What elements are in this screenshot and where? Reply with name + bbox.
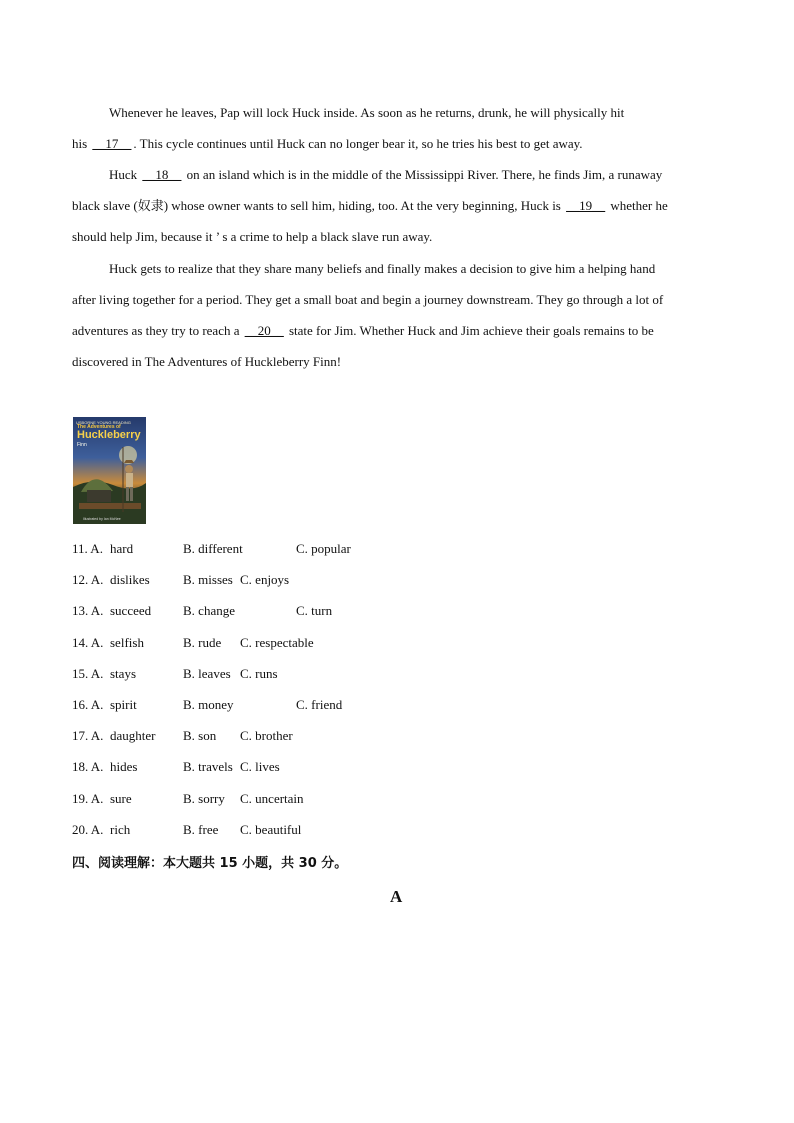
passage-line: Huck gets to realize that they share many beliefs and finally makes a decision to give him a helping hand (109, 261, 656, 276)
passage-text: on an island which is in the middle of the Mississippi River. There, he finds Jim, a runaway (183, 167, 663, 182)
option-b: B. rude (183, 634, 222, 650)
passage-line (72, 190, 722, 221)
cover-title-line: Huckleberry (77, 429, 141, 441)
option-b: B. son (183, 728, 217, 744)
question-number: 14. A. (72, 634, 104, 650)
option-a: hard (110, 541, 134, 556)
option-c: C. lives (240, 759, 280, 775)
cover-title (77, 425, 143, 448)
passage-paragraph-1 (72, 97, 722, 159)
option-c: C. beautiful (240, 821, 302, 837)
option-a: selfish (110, 634, 144, 650)
option-b: B. money (183, 697, 234, 712)
passage-text: black slave (奴隶) whose owner wants to sell him, hiding, too. At the very beginning, Huck is (72, 198, 565, 213)
passage-paragraph-3 (72, 253, 722, 377)
option-a: succeed (110, 603, 152, 619)
blank-19: __19__ (566, 198, 606, 213)
book-cover-image (73, 417, 146, 524)
cover-publisher: USBORNE YOUNG READING (76, 420, 131, 425)
question-number: 13. A. (72, 603, 104, 619)
passage-text: whether he (607, 198, 668, 213)
passage-paragraph-2 (72, 159, 722, 252)
option-a: rich (110, 821, 131, 837)
blank-18: __18__ (142, 167, 182, 182)
question-number: 16. A. (72, 697, 104, 712)
section-letter: A (390, 887, 403, 906)
blank-17: __17__ (92, 136, 132, 151)
option-c: C. turn (296, 603, 333, 619)
question-number: 15. A. (72, 665, 104, 681)
option-b: B. different (183, 541, 243, 556)
option-a: hides (110, 759, 138, 775)
passage-line: Whenever he leaves, Pap will lock Huck inside. As soon as he returns, drunk, he will physically hit (109, 105, 625, 120)
option-c: C. runs (240, 665, 278, 681)
option-b: B. leaves (183, 665, 231, 681)
option-a: stays (110, 665, 136, 681)
passage-text: . This cycle continues until Huck can no longer bear it, so he tries his best to get away. (133, 136, 583, 151)
option-c: C. brother (240, 728, 293, 744)
option-b: B. misses (183, 572, 233, 588)
cover-title-line: The Adventures of (77, 424, 121, 430)
passage-line (72, 128, 722, 159)
option-a: spirit (110, 697, 137, 712)
option-c: C. respectable (240, 634, 314, 650)
option-b: B. sorry (183, 790, 225, 806)
option-c: C. enjoys (240, 572, 290, 588)
option-b: B. free (183, 821, 219, 837)
question-number: 19. A. (72, 790, 104, 806)
passage-line (72, 315, 722, 346)
option-c: C. popular (296, 541, 351, 556)
option-b: B. travels (183, 759, 233, 775)
blank-20: __20__ (244, 323, 284, 338)
option-c: C. uncertain (240, 790, 304, 806)
option-a: dislikes (110, 572, 150, 588)
question-number: 11. A. (72, 541, 103, 556)
cover-title-line: Finn (77, 442, 87, 448)
passage-line: should help Jim, because it ’ s a crime to help a black slave run away. (72, 229, 433, 244)
question-number: 17. A. (72, 728, 104, 744)
question-number: 18. A. (72, 759, 104, 775)
passage-text: adventures as they try to reach a (72, 323, 243, 338)
passage-text: his (72, 136, 91, 151)
question-number: 20. A. (72, 821, 104, 837)
option-b: B. change (183, 603, 235, 619)
cover-credit: Illustrated by Ian McNee (83, 517, 121, 521)
question-number: 12. A. (72, 572, 104, 588)
passage-line: discovered in The Adventures of Huckleberry Finn! (72, 354, 342, 369)
passage-line: after living together for a period. They get a small boat and begin a journey downstream. They go through a lot of (72, 292, 664, 307)
option-a: sure (110, 790, 132, 806)
passage-text: Huck (109, 167, 141, 182)
option-a: daughter (110, 728, 156, 744)
option-c: C. friend (296, 697, 343, 712)
passage-text: state for Jim. Whether Huck and Jim achieve their goals remains to be (285, 323, 654, 338)
passage-line (72, 159, 722, 190)
section-heading: 四、阅读理解：本大题共 15 小题，共 30 分。 (72, 856, 348, 871)
